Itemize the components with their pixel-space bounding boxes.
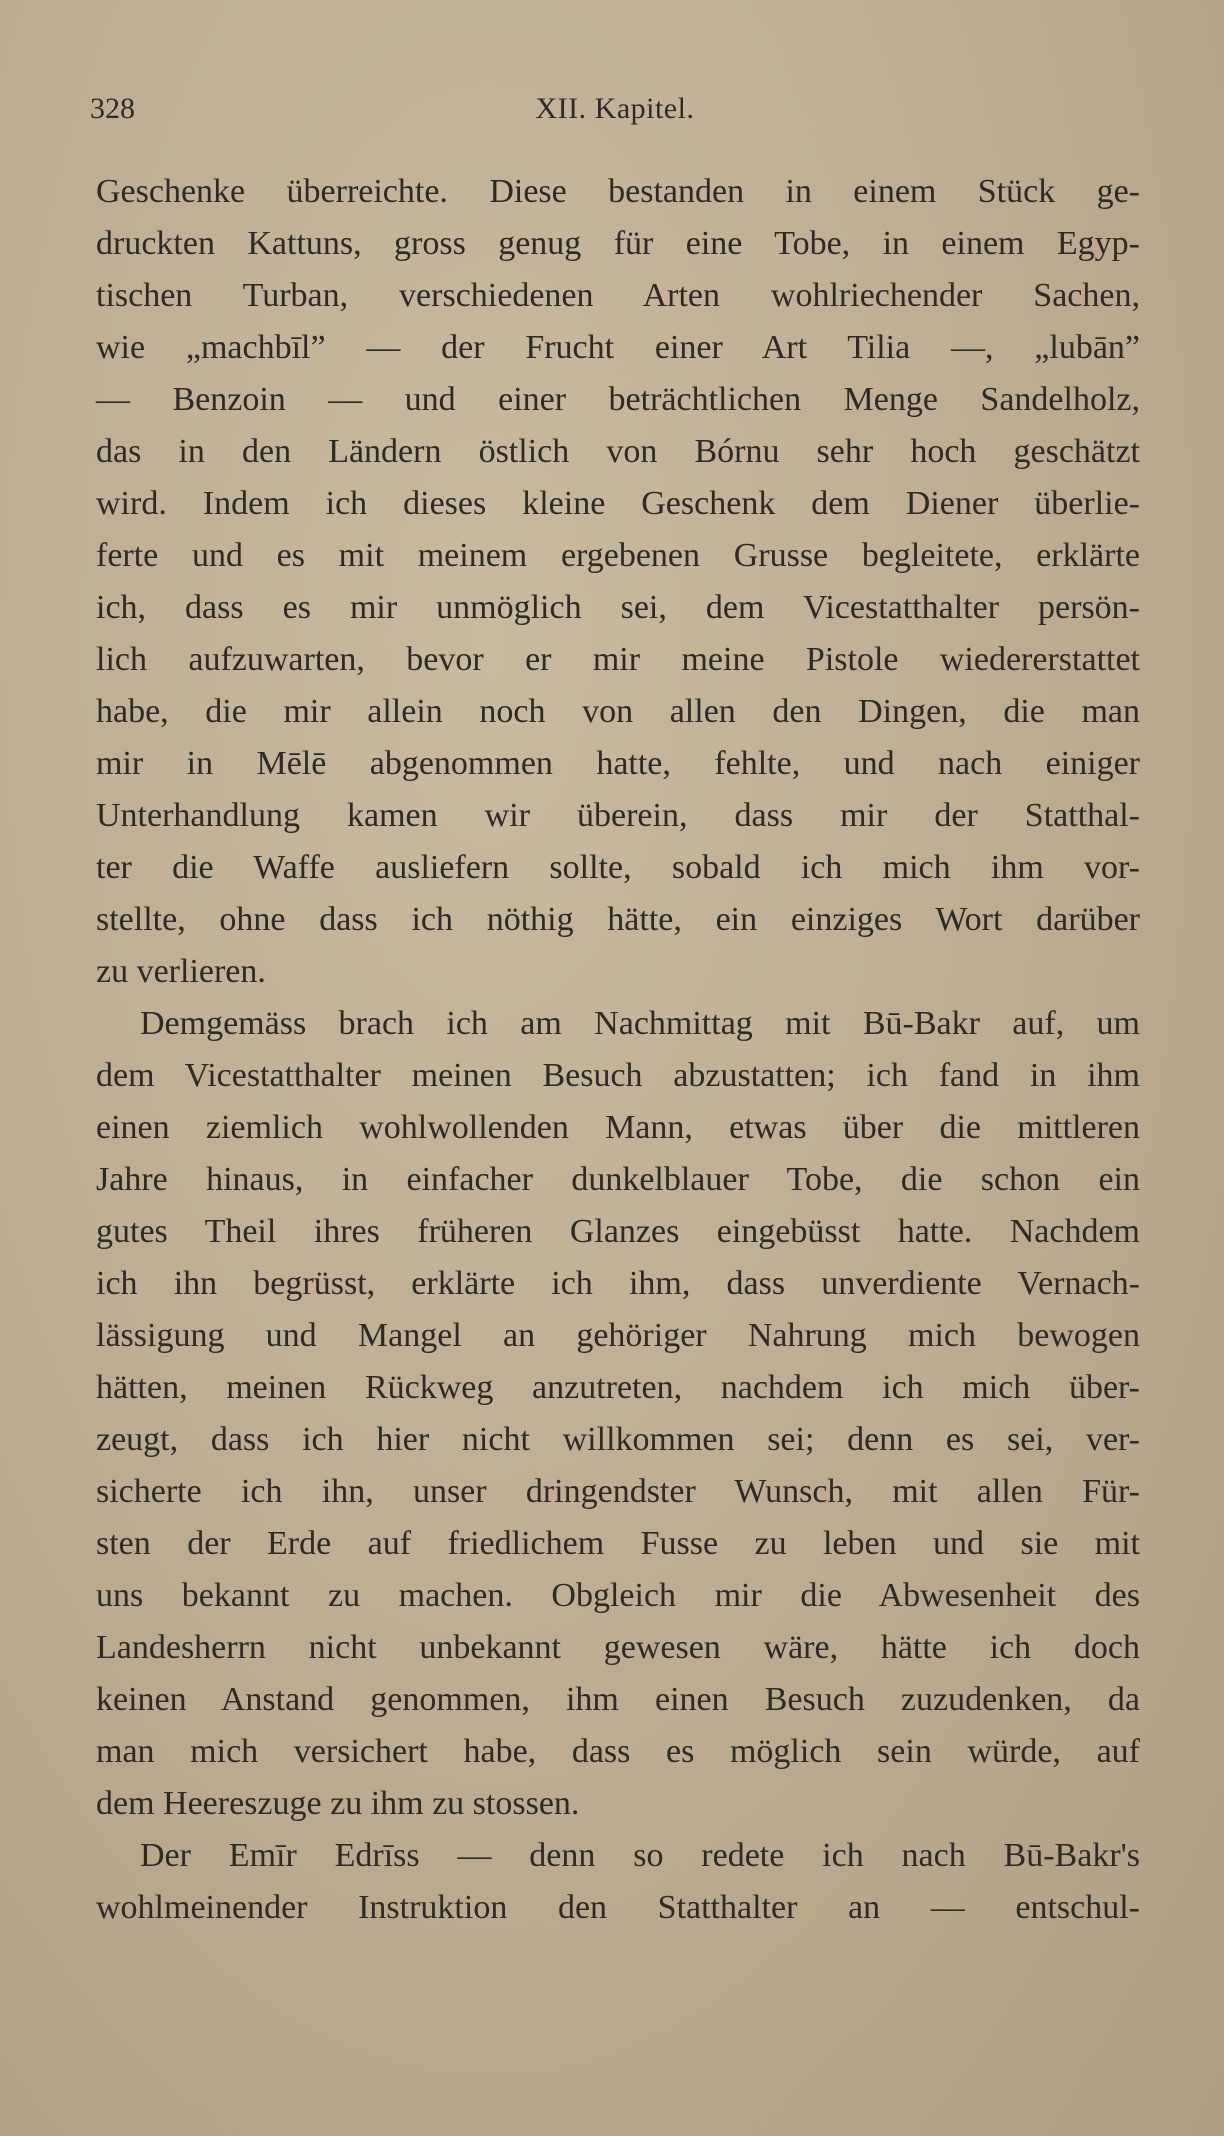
page-number: 328 xyxy=(90,92,135,125)
text-line: stellte, ohne dass ich nöthig hätte, ein einziges Wort darüber xyxy=(96,901,1140,938)
text-line: — Benzoin — und einer beträchtlichen Menge Sandelholz, xyxy=(96,381,1140,418)
text-line: ich ihn begrüsst, erklärte ich ihm, dass unverdiente Vernach- xyxy=(96,1265,1140,1302)
text-line: habe, die mir allein noch von allen den Dingen, die man xyxy=(96,693,1140,730)
text-line: Demgemäss brach ich am Nachmittag mit Bū-Bakr auf, um xyxy=(140,1005,1140,1042)
text-line: druckten Kattuns, gross genug für eine Tobe, in einem Egyp- xyxy=(96,225,1140,262)
text-line: hätten, meinen Rückweg anzutreten, nachdem ich mich über- xyxy=(96,1369,1140,1406)
text-line: Jahre hinaus, in einfacher dunkelblauer Tobe, die schon ein xyxy=(96,1161,1140,1198)
text-line: wohlmeinender Instruktion den Statthalter an — entschul- xyxy=(96,1889,1140,1926)
text-line: lässigung und Mangel an gehöriger Nahrung mich bewogen xyxy=(96,1317,1140,1354)
text-line: zeugt, dass ich hier nicht willkommen sei; denn es sei, ver- xyxy=(96,1421,1140,1458)
text-line: ter die Waffe ausliefern sollte, sobald ich mich ihm vor- xyxy=(96,849,1140,886)
text-line: einen ziemlich wohlwollenden Mann, etwas über die mittleren xyxy=(96,1109,1140,1146)
text-line: keinen Anstand genommen, ihm einen Besuch zuzudenken, da xyxy=(96,1681,1140,1718)
running-head: XII. Kapitel. xyxy=(535,92,695,125)
text-line: dem Heereszuge zu ihm zu stossen. xyxy=(96,1785,580,1822)
text-line: gutes Theil ihres früheren Glanzes eingebüsst hatte. Nachdem xyxy=(96,1213,1140,1250)
page-header xyxy=(90,92,1140,132)
text-line: dem Vicestatthalter meinen Besuch abzustatten; ich fand in ihm xyxy=(96,1057,1140,1094)
text-line: sicherte ich ihn, unser dringendster Wunsch, mit allen Für- xyxy=(96,1473,1140,1510)
text-line: das in den Ländern östlich von Bórnu sehr hoch geschätzt xyxy=(96,433,1140,470)
text-line: lich aufzuwarten, bevor er mir meine Pistole wiedererstattet xyxy=(96,641,1140,678)
text-line: Der Emīr Edrīss — denn so redete ich nach Bū-Bakr's xyxy=(140,1837,1140,1874)
text-line: wird. Indem ich dieses kleine Geschenk dem Diener überlie- xyxy=(96,485,1140,522)
text-line: mir in Mēlē abgenommen hatte, fehlte, und nach einiger xyxy=(96,745,1140,782)
text-line: Geschenke überreichte. Diese bestanden in einem Stück ge- xyxy=(96,173,1140,210)
text-line: zu verlieren. xyxy=(96,953,266,990)
text-line: Unterhandlung kamen wir überein, dass mir der Statthal- xyxy=(96,797,1140,834)
text-line: ich, dass es mir unmöglich sei, dem Vicestatthalter persön- xyxy=(96,589,1140,626)
text-line: man mich versichert habe, dass es möglich sein würde, auf xyxy=(96,1733,1140,1770)
body-text xyxy=(96,166,1140,1934)
text-line: uns bekannt zu machen. Obgleich mir die Abwesenheit des xyxy=(96,1577,1140,1614)
text-line: Landesherrn nicht unbekannt gewesen wäre, hätte ich doch xyxy=(96,1629,1140,1666)
text-line: sten der Erde auf friedlichem Fusse zu leben und sie mit xyxy=(96,1525,1140,1562)
text-line: ferte und es mit meinem ergebenen Grusse begleitete, erklärte xyxy=(96,537,1140,574)
text-line: tischen Turban, verschiedenen Arten wohlriechender Sachen, xyxy=(96,277,1140,314)
text-line: wie „machbīl” — der Frucht einer Art Tilia —, „lubān” xyxy=(96,329,1140,366)
